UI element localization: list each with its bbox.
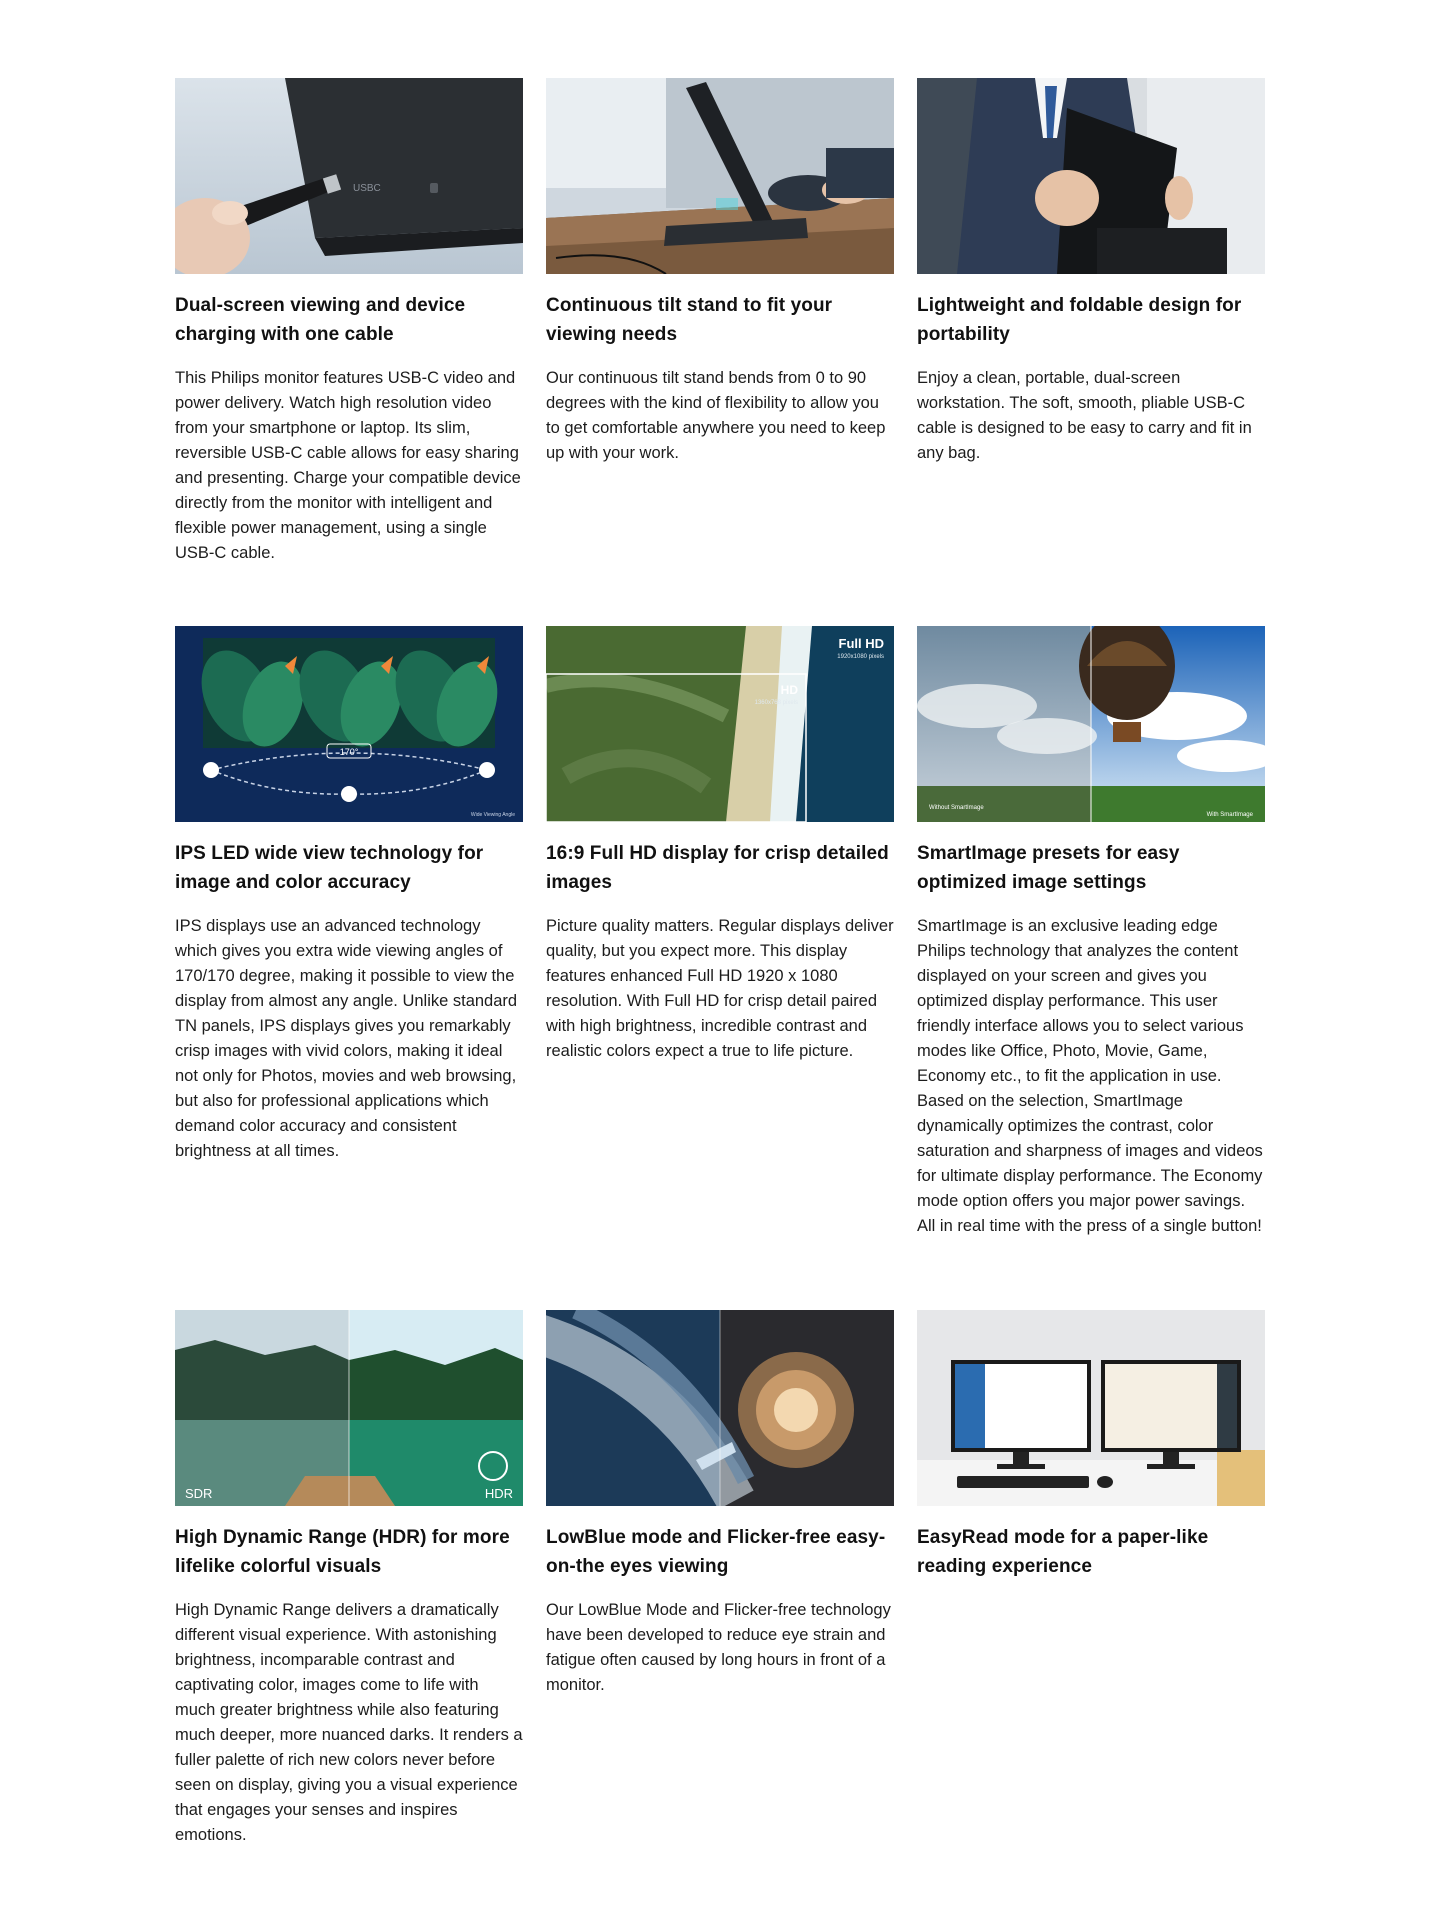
feature-title: Dual-screen viewing and device charging with one cable: [175, 295, 466, 345]
feature-description: SmartImage is an exclusive leading edge Philips technology that analyzes the content displayed on your screen and gives you optimized display performance. This user friendly interface allows you to select various modes like Office, Photo, Movie, Game, Economy etc., to fit the application in use. Based on the selection, SmartImage dynamically optimizes the contrast, color saturation and sharpness of images and videos for ultimate display performance. The Economy mode option offers you major power savings. All in real time with the press of a single button!: [917, 917, 1263, 1235]
full-hd-image: [546, 626, 894, 822]
hdr-label: HDR: [484, 1486, 513, 1501]
hd-label: HD: [780, 683, 798, 697]
easyread-monitors-image: [917, 1310, 1265, 1506]
feature-description: Our continuous tilt stand bends from 0 to 90 degrees with the kind of flexibility to allow you to get comfortable anywhere you need to keep up with your work.: [546, 369, 886, 462]
full-hd-resolution: 1920x1080 pixels: [837, 654, 884, 660]
feature-card-ips: [175, 626, 523, 1239]
hdr-lake-image: [175, 1310, 523, 1506]
feature-title: High Dynamic Range (HDR) for more lifelike colorful visuals: [175, 1527, 510, 1577]
feature-card-usb-c: [175, 78, 523, 566]
feature-description: Enjoy a clean, portable, dual-screen workstation. The soft, smooth, pliable USB-C cable is designed to be easy to carry and fit in any bag.: [917, 369, 1252, 462]
viewing-angle-label: 170°: [339, 747, 359, 757]
full-hd-label: Full HD: [838, 636, 884, 651]
without-smartimage-label: Without SmartImage: [929, 805, 984, 811]
feature-description: IPS displays use an advanced technology which gives you extra wide viewing angles of 170/170 degree, making it possible to view the display from almost any angle. Unlike standard TN panels, IPS displays gives you remarkably crisp images with vivid colors, making it ideal not only for Photos, movies and web browsing, but also for professional applications which demand color accuracy and consistent brightness at all times.: [175, 917, 518, 1160]
hd-resolution: 1360x768 pixels: [754, 700, 798, 706]
feature-description: Our LowBlue Mode and Flicker-free technology have been developed to reduce eye strain and fatigue often caused by long hours in front of a monitor.: [546, 1601, 891, 1694]
feature-card-easyread: [917, 1310, 1265, 1848]
feature-title: EasyRead mode for a paper-like reading experience: [917, 1527, 1209, 1577]
tilt-stand-image: [546, 78, 894, 274]
feature-title: Continuous tilt stand to fit your viewing needs: [546, 295, 833, 345]
feature-card-portable: [917, 78, 1265, 566]
feature-description: This Philips monitor features USB-C video and power delivery. Watch high resolution video from your smartphone or laptop. Its slim, reversible USB-C cable allows for easy sharing and presenting. Charge your compatible device directly from the monitor with intelligent and flexible power management, using a single USB-C cable.: [175, 369, 521, 562]
feature-card-tilt-stand: [546, 78, 894, 566]
feature-card-hdr: [175, 1310, 523, 1848]
feature-title: 16:9 Full HD display for crisp detailed images: [546, 843, 889, 893]
feature-card-smartimage: [917, 626, 1265, 1239]
wide-viewing-caption: Wide Viewing Angle: [470, 812, 515, 818]
feature-row-1: [175, 78, 1265, 566]
feature-card-lowblue: [546, 1310, 894, 1848]
feature-description: Picture quality matters. Regular displays deliver quality, but you expect more. This display features enhanced Full HD 1920 x 1080 resolution. With Full HD for crisp detail paired with high brightness, incredible contrast and realistic colors expect a true to life picture.: [546, 917, 894, 1060]
with-smartimage-label: With SmartImage: [1206, 812, 1253, 818]
feature-title: IPS LED wide view technology for image and color accuracy: [175, 843, 484, 893]
feature-title: LowBlue mode and Flicker-free easy-on-the eyes viewing: [546, 1527, 886, 1577]
feature-row-3: [175, 1310, 1265, 1848]
feature-title: Lightweight and foldable design for portability: [917, 295, 1242, 345]
smartimage-balloon-image: [917, 626, 1265, 822]
feature-description: High Dynamic Range delivers a dramatically different visual experience. With astonishing brightness, incomparable contrast and captivating color, images come to life with much greater brightness while also featuring much deeper, more nuanced darks. It renders a fuller palette of rich new colors never before seen on display, giving you a visual experience that engages your senses and inspires emotions.: [175, 1601, 523, 1844]
feature-row-2: [175, 626, 1265, 1239]
sdr-label: SDR: [185, 1486, 213, 1501]
feature-card-full-hd: [546, 626, 894, 1239]
portable-design-image: [917, 78, 1265, 274]
usbc-port-label: USBC: [353, 183, 381, 194]
lowblue-space-image: [546, 1310, 894, 1506]
feature-title: SmartImage presets for easy optimized image settings: [917, 843, 1180, 893]
ips-wide-view-image: [175, 626, 523, 822]
usb-c-cable-image: [175, 78, 523, 274]
